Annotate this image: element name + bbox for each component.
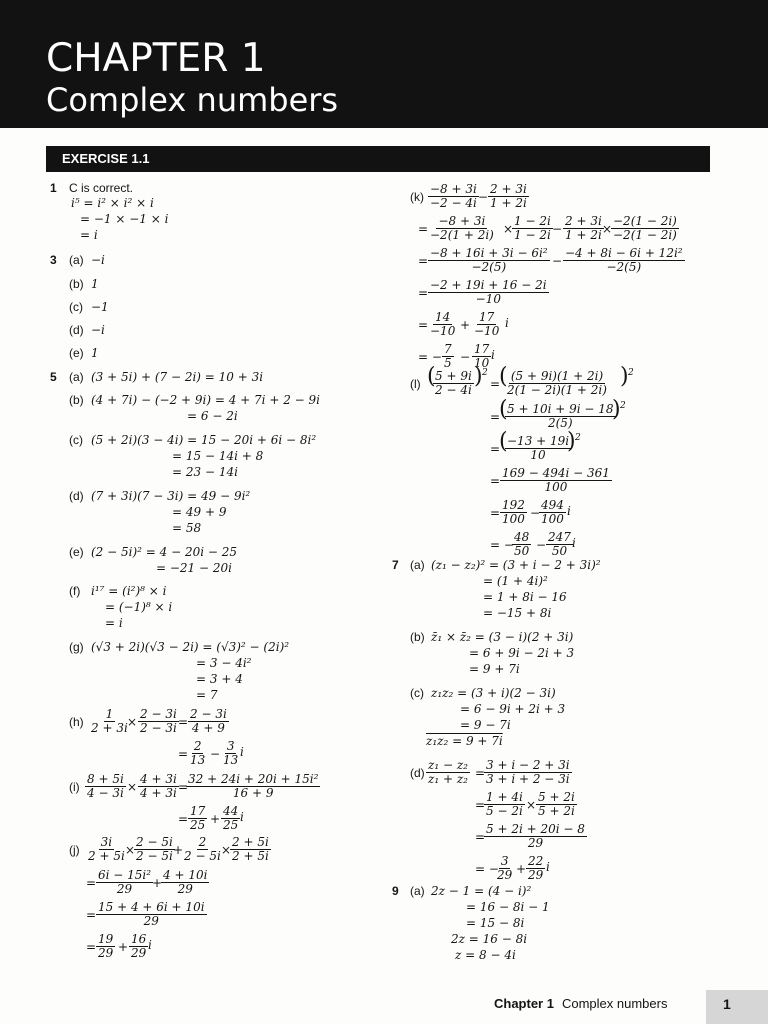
q5-l-frac-2: 5 + 10i + 9i − 18 2(5) — [507, 402, 614, 430]
q5-k-frac-1: −8 + 3i −2 − 4i — [430, 182, 477, 210]
q7-c-label: (c) — [410, 686, 424, 700]
page-footer — [494, 996, 667, 1011]
q7-b-line-2: = 6 + 9i − 2i + 3 — [469, 646, 575, 660]
q5-l-frac-4: 169 − 494i − 361 100 — [502, 466, 610, 494]
q5-b-line-1: (4 + 7i) − (−2 + 9i) = 4 + 7i + 2 − 9i — [91, 393, 320, 407]
q7-d-frac-7: 22 29 — [528, 854, 544, 882]
imaginary-unit: i — [491, 348, 495, 362]
equals-sign: = — [86, 908, 97, 922]
q5-c-line-3: = 23 − 14i — [172, 465, 238, 479]
plus-sign: + — [516, 862, 527, 876]
imaginary-unit: i — [505, 316, 509, 330]
q5-l-frac-5: 192 100 — [502, 498, 525, 526]
equals-sign: = — [86, 940, 97, 954]
footer-chapter: Chapter 1 — [494, 996, 554, 1011]
q5-l-frac-3: −13 + 19i 10 — [507, 434, 570, 462]
q7-a-line-1: (z₁ − z₂)² = (3 + i − 2 + 3i)² — [431, 558, 601, 572]
q5-l-label: (l) — [410, 377, 421, 391]
plus-sign: + — [210, 812, 221, 826]
equals-sign: = — [475, 798, 486, 812]
q5-l-frac-7: 48 50 — [514, 530, 530, 558]
left-paren: ( — [499, 364, 508, 389]
q7-d-frac-2: 3 + i − 2 + 3i 3 + i + 2 − 3i — [486, 758, 570, 786]
equals-minus-sign: = − — [418, 350, 442, 364]
q5-h-frac-3: 2 − 3i 4 + 9 — [190, 707, 227, 735]
q5-k-frac-5: 2 + 3i 1 + 2i — [565, 214, 602, 242]
q5-j-frac-7: 15 + 4 + 6i + 10i 29 — [98, 900, 205, 928]
times-sign: × — [602, 222, 613, 236]
equals-sign: = — [418, 222, 429, 236]
right-paren: ) — [612, 397, 621, 422]
plus-sign: + — [152, 876, 163, 890]
q5-g-line-3: = 3 + 4 — [196, 672, 243, 686]
right-paren: ) — [474, 364, 483, 389]
equals-minus-sign: = − — [475, 862, 499, 876]
minus-sign: − — [536, 538, 547, 552]
imaginary-unit: i — [240, 745, 244, 759]
q5-h-frac-2: 2 − 3i 2 − 3i — [140, 707, 177, 735]
q5-j-frac-8: 19 29 — [98, 932, 114, 960]
q7-d-label: (d) — [410, 766, 425, 780]
minus-sign: − — [530, 506, 541, 520]
equals-sign: = — [86, 876, 97, 890]
q3-d-label: (d) — [69, 323, 84, 337]
imaginary-unit: i — [572, 536, 576, 550]
q3-b-label: (b) — [69, 277, 84, 291]
q5-l-frac-1: (5 + 9i)(1 + 2i) 2(1 − 2i)(1 + 2i) — [507, 369, 607, 397]
q5-b-label: (b) — [69, 393, 84, 407]
exponent: 2 — [628, 368, 634, 378]
q9-a-line-4: 2z = 16 − 8i — [451, 932, 528, 946]
q5-c-label: (c) — [69, 433, 83, 447]
equals-sign: = — [490, 474, 501, 488]
question-1-number: 1 — [50, 181, 57, 195]
q5-j-frac-2: 2 − 5i 2 − 5i — [136, 835, 173, 863]
q9-a-line-3: = 15 − 8i — [466, 916, 525, 930]
q5-k-frac-2: 2 + 3i 1 + 2i — [490, 182, 527, 210]
plus-sign: + — [118, 940, 129, 954]
q7-a-line-3: = 1 + 8i − 16 — [483, 590, 567, 604]
q5-k-frac-13: 17 10 — [474, 342, 490, 370]
q5-j-frac-4: 2 + 5i 2 + 5i — [232, 835, 269, 863]
exercise-title: EXERCISE 1.1 — [62, 151, 150, 166]
q5-g-label: (g) — [69, 640, 84, 654]
equals-sign: = — [490, 377, 501, 391]
q5-l-frac-6: 494 100 — [541, 498, 564, 526]
equals-sign: = — [178, 715, 189, 729]
q9-a-line-5: z = 8 − 4i — [455, 948, 516, 962]
times-sign: × — [526, 798, 537, 812]
equals-sign: = — [490, 410, 501, 424]
q3-b-answer: 1 — [91, 277, 99, 291]
equals-sign: = — [475, 766, 486, 780]
q7-d-frac-5: 5 + 2i + 20i − 8 29 — [486, 822, 585, 850]
q5-f-line-3: = i — [105, 616, 123, 630]
q7-c-line-2: = 6 − 9i + 2i + 3 — [460, 702, 566, 716]
equals-sign: = — [475, 830, 486, 844]
q3-a-answer: −i — [91, 253, 105, 267]
q7-c-line-1: z₁z₂ = (3 + i)(2 − 3i) — [431, 686, 556, 700]
q5-a-line-1: (3 + 5i) + (7 − 2i) = 10 + 3i — [91, 370, 264, 384]
equals-sign: = — [418, 286, 429, 300]
equals-sign: = — [490, 442, 501, 456]
page-number: 1 — [723, 996, 731, 1012]
q7-d-frac-1: z₁ − z₂ z₁ + z₂ — [428, 758, 468, 786]
q3-e-answer: 1 — [91, 346, 99, 360]
q7-b-line-3: = 9 + 7i — [469, 662, 520, 676]
q1-line-2: = −1 × −1 × i — [80, 212, 169, 226]
right-paren: ) — [620, 364, 629, 389]
q5-l-frac-8: 247 50 — [548, 530, 571, 558]
q7-a-line-2: = (1 + 4i)² — [483, 574, 548, 588]
q5-d-line-1: (7 + 3i)(7 − 3i) = 49 − 9i² — [91, 489, 251, 503]
exponent: 2 — [620, 401, 626, 411]
equals-sign: = — [178, 747, 189, 761]
q5-c-line-1: (5 + 2i)(3 − 4i) = 15 − 20i + 6i − 8i² — [91, 433, 317, 447]
imaginary-unit: i — [567, 504, 571, 518]
q1-line-3: = i — [80, 228, 98, 242]
question-7-number: 7 — [392, 558, 399, 572]
equals-sign: = — [490, 506, 501, 520]
q7-b-line-1: z̄₁ × z̄₂ = (3 − i)(2 + 3i) — [431, 630, 574, 644]
q5-k-frac-11: 17 −10 — [474, 310, 500, 338]
q5-k-frac-7: −8 + 16i + 3i − 6i² −2(5) — [430, 246, 548, 274]
times-sign: × — [127, 715, 138, 729]
q5-k-frac-8: −4 + 8i − 6i + 12i² −2(5) — [565, 246, 683, 274]
times-sign: × — [127, 780, 138, 794]
q3-a-label: (a) — [69, 253, 84, 267]
q3-d-answer: −i — [91, 323, 105, 337]
question-5-number: 5 — [50, 370, 57, 384]
q5-d-line-2: = 49 + 9 — [172, 505, 227, 519]
q5-i-frac-5: 44 25 — [223, 804, 239, 832]
chapter-subtitle: Complex numbers — [46, 81, 339, 119]
minus-sign: − — [478, 190, 489, 204]
q3-e-label: (e) — [69, 346, 84, 360]
q5-j-frac-6: 4 + 10i 29 — [163, 868, 208, 896]
q5-j-frac-1: 3i 2 + 5i — [88, 835, 125, 863]
q3-c-label: (c) — [69, 300, 83, 314]
equals-sign: = — [178, 812, 189, 826]
equals-sign: = — [418, 254, 429, 268]
q5-k-frac-10: 14 −10 — [430, 310, 456, 338]
right-paren: ) — [567, 429, 576, 454]
q5-d-line-3: = 58 — [172, 521, 202, 535]
plus-sign: + — [173, 843, 184, 857]
q5-l-frac-lhs: 5 + 9i 2 − 4i — [435, 369, 472, 397]
q5-a-label: (a) — [69, 370, 84, 384]
q3-c-answer: −1 — [91, 300, 109, 314]
equals-sign: = — [178, 780, 189, 794]
exponent: 2 — [482, 368, 488, 378]
q5-h-frac-4: 2 13 — [190, 739, 206, 767]
times-sign: × — [221, 843, 232, 857]
q7-b-label: (b) — [410, 630, 425, 644]
question-9-number: 9 — [392, 884, 399, 898]
q7-a-line-4: = −15 + 8i — [483, 606, 552, 620]
q5-f-line-1: i¹⁷ = (i²)⁸ × i — [91, 584, 167, 598]
q5-i-label: (i) — [69, 780, 80, 794]
footer-title: Complex numbers — [561, 996, 668, 1011]
q5-g-line-1: (√3 + 2i)(√3 − 2i) = (√3)² − (2i)² — [91, 640, 290, 654]
q5-k-frac-12: 7 5 — [444, 342, 452, 370]
q5-k-frac-4: 1 − 2i 1 − 2i — [514, 214, 551, 242]
q5-i-frac-1: 8 + 5i 4 − 3i — [87, 772, 124, 800]
q7-d-frac-3: 1 + 4i 5 − 2i — [486, 790, 523, 818]
q5-i-frac-3: 32 + 24i + 20i + 15i² 16 + 9 — [188, 772, 319, 800]
q7-c-line-4: z₁z₂ = 9 + 7i — [426, 734, 503, 748]
left-paren: ( — [499, 429, 508, 454]
q5-c-line-2: = 15 − 14i + 8 — [172, 449, 264, 463]
q5-b-line-2: = 6 − 2i — [187, 409, 238, 423]
question-1-text: C is correct. — [69, 181, 134, 195]
q5-h-frac-1: 1 2 + 3i — [91, 707, 128, 735]
q5-k-frac-6: −2(1 − 2i) −2(1 − 2i) — [613, 214, 677, 242]
minus-sign: − — [552, 254, 563, 268]
q5-g-line-2: = 3 − 4i² — [196, 656, 252, 670]
page-number-box — [706, 990, 768, 1024]
q5-k-frac-9: −2 + 19i + 16 − 2i −10 — [430, 278, 547, 306]
q5-d-label: (d) — [69, 489, 84, 503]
times-sign: × — [125, 843, 136, 857]
q7-c-line-3: = 9 − 7i — [460, 718, 511, 732]
q5-h-frac-5: 3 13 — [223, 739, 239, 767]
q5-k-frac-3: −8 + 3i −2(1 + 2i) — [430, 214, 494, 242]
plus-sign: + — [460, 318, 471, 332]
chapter-header — [0, 0, 768, 128]
question-3-number: 3 — [50, 253, 57, 267]
exponent: 2 — [575, 433, 581, 443]
q5-g-line-4: = 7 — [196, 688, 218, 702]
q5-e-line-2: = −21 − 20i — [156, 561, 232, 575]
q5-k-label: (k) — [410, 190, 424, 204]
q7-a-label: (a) — [410, 558, 425, 572]
equals-minus-sign: = − — [490, 538, 514, 552]
q5-i-frac-4: 17 25 — [190, 804, 206, 832]
q5-f-line-2: = (−1)⁸ × i — [105, 600, 173, 614]
q5-j-frac-9: 16 29 — [131, 932, 147, 960]
imaginary-unit: i — [148, 938, 152, 952]
q5-j-frac-3: 2 2 − 5i — [184, 835, 221, 863]
left-paren: ( — [427, 364, 436, 389]
equals-sign: = — [418, 318, 429, 332]
imaginary-unit: i — [240, 810, 244, 824]
q5-i-frac-2: 4 + 3i 4 + 3i — [140, 772, 177, 800]
q5-e-label: (e) — [69, 545, 84, 559]
q1-line-1: i⁵ = i² × i² × i — [71, 196, 154, 210]
imaginary-unit: i — [546, 860, 550, 874]
minus-sign: − — [552, 222, 563, 236]
q7-d-frac-6: 3 29 — [497, 854, 513, 882]
q9-a-line-1: 2z − 1 = (4 − i)² — [431, 884, 532, 898]
minus-sign: − — [210, 747, 221, 761]
chapter-title: CHAPTER 1 — [46, 36, 266, 81]
times-sign: × — [503, 222, 514, 236]
q9-a-line-2: = 16 − 8i − 1 — [466, 900, 550, 914]
q7-d-frac-4: 5 + 2i 5 + 2i — [538, 790, 575, 818]
left-paren: ( — [499, 397, 508, 422]
q5-j-frac-5: 6i − 15i² 29 — [98, 868, 152, 896]
q5-j-label: (j) — [69, 843, 80, 857]
q5-e-line-1: (2 − 5i)² = 4 − 20i − 25 — [91, 545, 238, 559]
minus-sign: − — [460, 350, 471, 364]
q5-f-label: (f) — [69, 584, 81, 598]
q9-a-label: (a) — [410, 884, 425, 898]
q5-h-label: (h) — [69, 715, 84, 729]
